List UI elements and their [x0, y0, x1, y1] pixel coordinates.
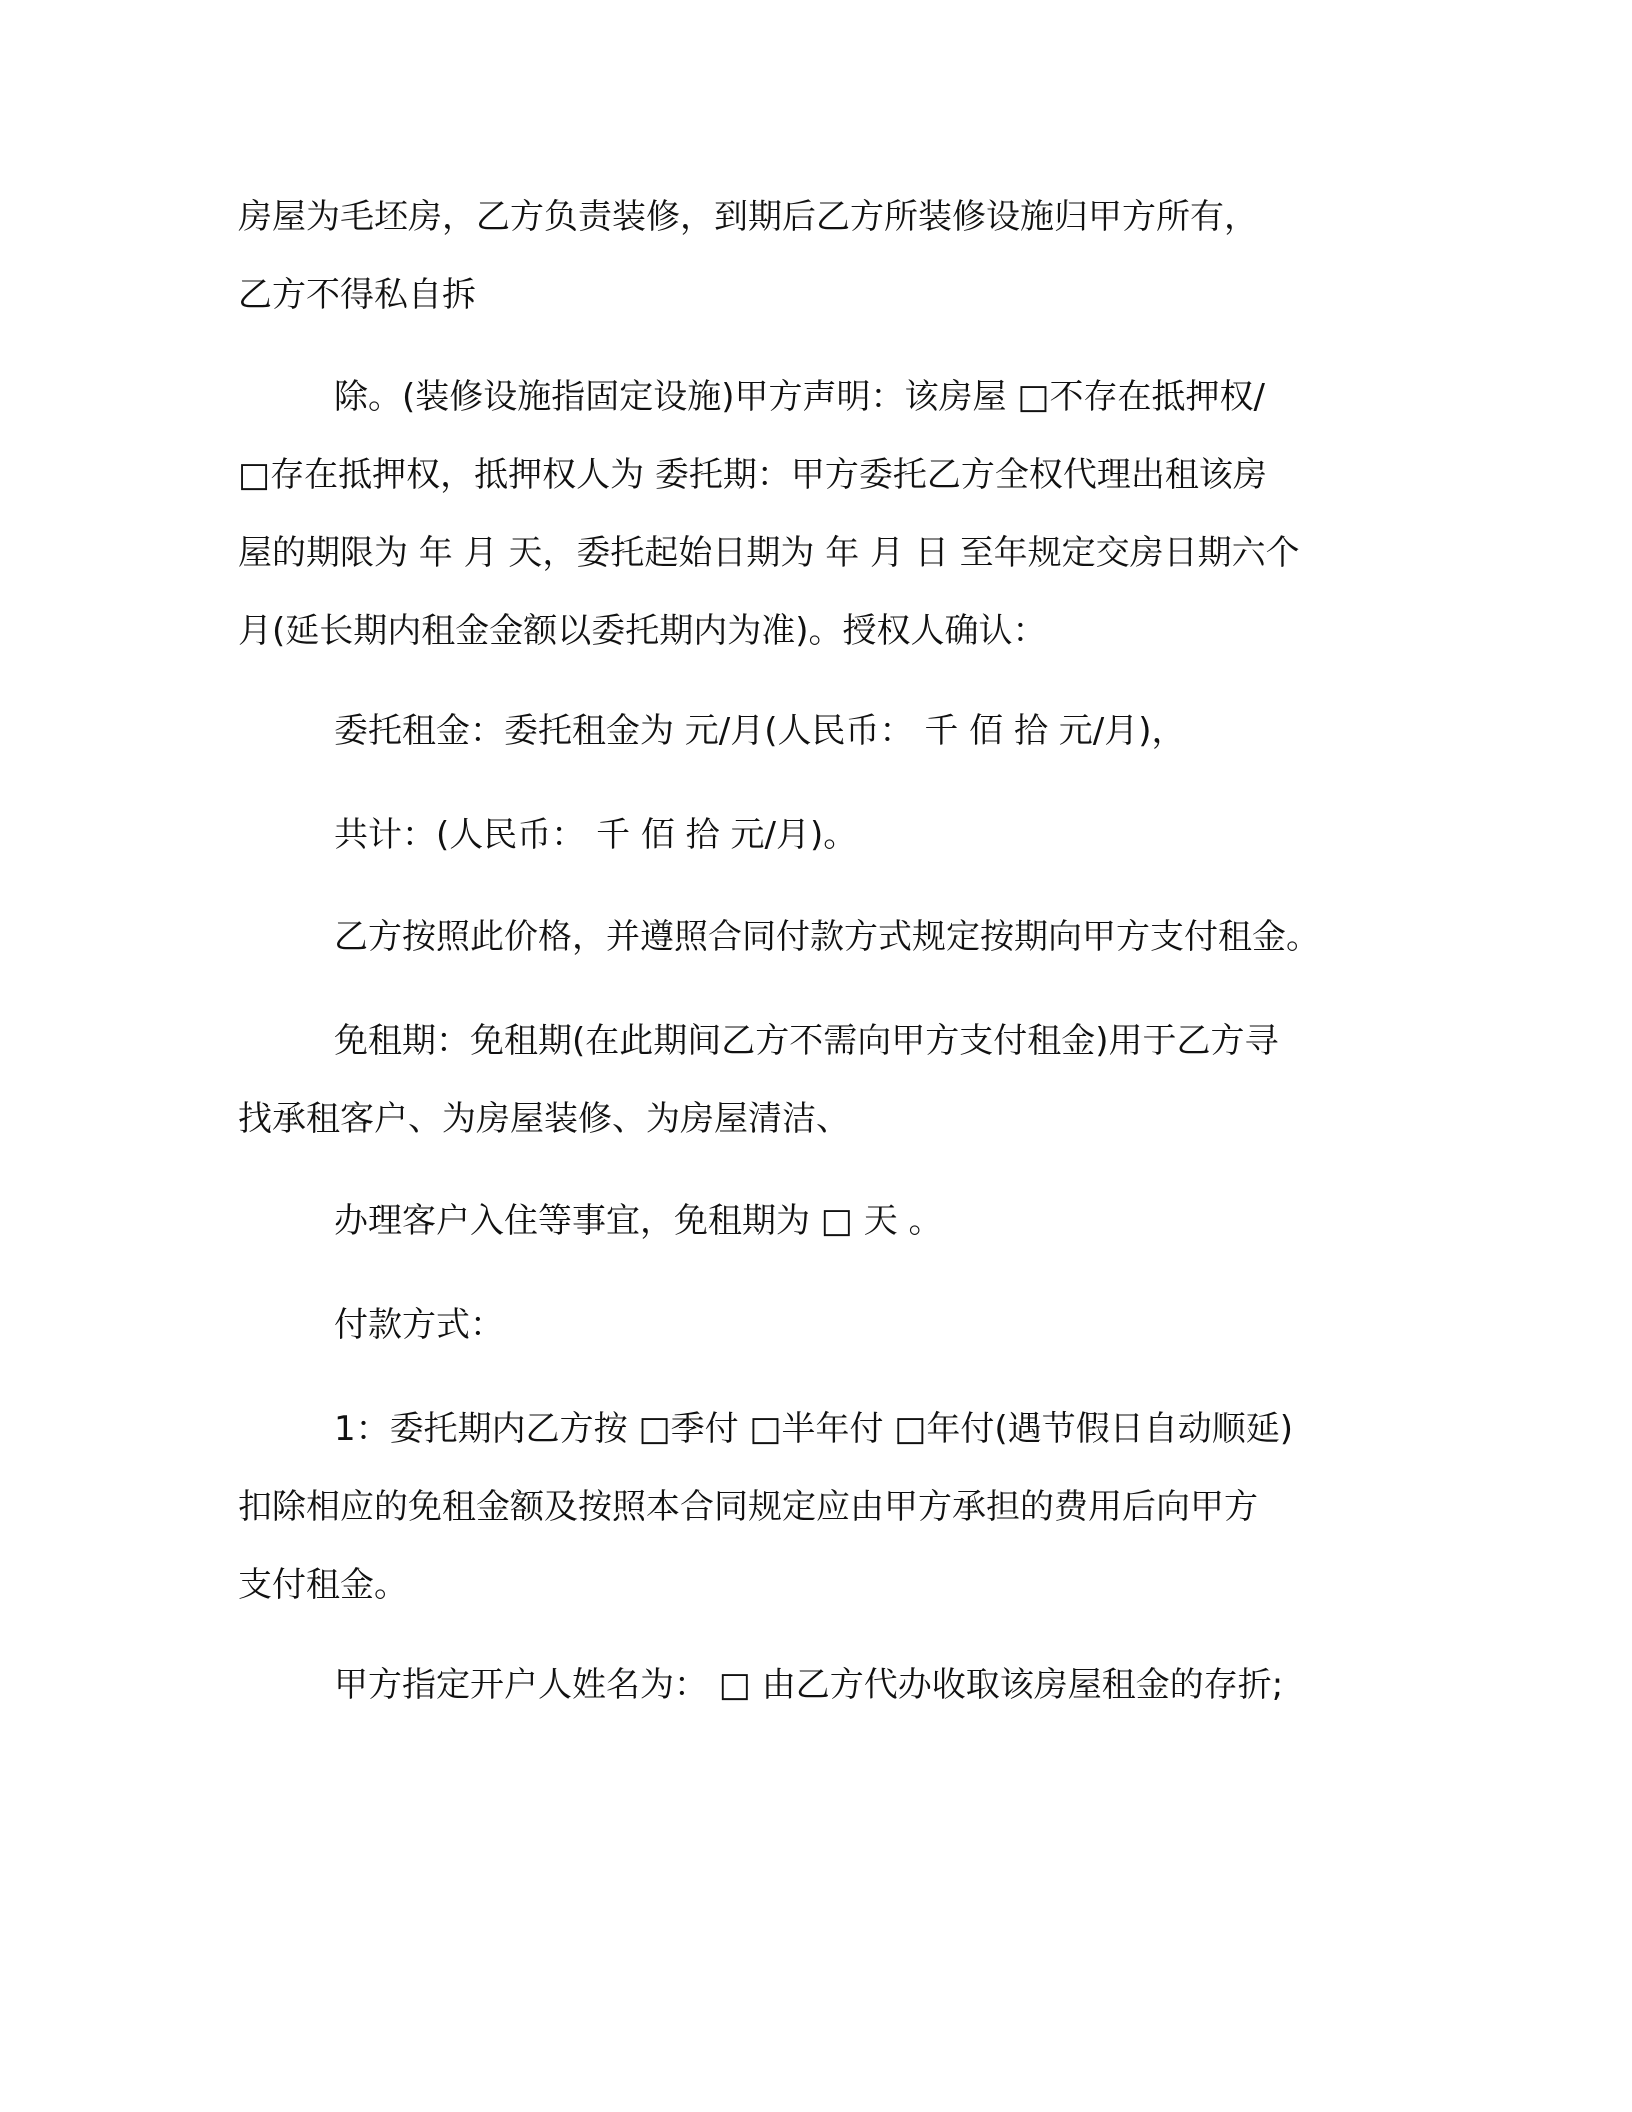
paragraph-decoration-clause	[238, 178, 1398, 334]
paragraph-rent-free-days	[238, 1182, 1398, 1260]
paragraph-payment-method-heading	[238, 1286, 1398, 1364]
text-line: 月(延长期内租金金额以委托期内为准)。授权人确认：	[238, 611, 1047, 651]
text-line: 找承租客户、为房屋装修、为房屋清洁、	[238, 1099, 850, 1139]
text-line: 共计：(人民币： 千 佰 拾 元/月)。	[334, 815, 858, 855]
paragraph-rent-free-period	[238, 1002, 1398, 1158]
paragraph-payment-schedule	[238, 1390, 1398, 1624]
paragraph-mortgage-and-term	[238, 358, 1398, 670]
paragraph-payment-obligation	[238, 898, 1398, 976]
text-line: 除。(装修设施指固定设施)甲方声明：该房屋 □不存在抵押权/	[334, 377, 1265, 417]
text-line: 1：委托期内乙方按 □季付 □半年付 □年付(遇节假日自动顺延)	[334, 1409, 1293, 1449]
paragraph-account-holder	[238, 1646, 1398, 1724]
text-line: 委托租金：委托租金为 元/月(人民币： 千 佰 拾 元/月)，	[334, 711, 1186, 751]
text-line: 甲方指定开户人姓名为： □ 由乙方代办收取该房屋租金的存折;	[334, 1665, 1284, 1705]
text-line: 付款方式：	[334, 1305, 504, 1345]
paragraph-entrusted-rent	[238, 692, 1398, 770]
text-line: 乙方不得私自拆	[238, 275, 476, 315]
text-line: 房屋为毛坯房，乙方负责装修，到期后乙方所装修设施归甲方所有，	[238, 197, 1258, 237]
text-line: 乙方按照此价格，并遵照合同付款方式规定按期向甲方支付租金。	[334, 917, 1320, 957]
text-line: □存在抵押权，抵押权人为 委托期：甲方委托乙方全权代理出租该房	[238, 455, 1267, 495]
text-line: 屋的期限为 年 月 天，委托起始日期为 年 月 日 至年规定交房日期六个	[238, 533, 1300, 573]
paragraph-total	[238, 796, 1398, 874]
text-line: 支付租金。	[238, 1565, 408, 1605]
text-line: 办理客户入住等事宜，免租期为 □ 天 。	[334, 1201, 943, 1241]
text-line: 免租期：免租期(在此期间乙方不需向甲方支付租金)用于乙方寻	[334, 1021, 1279, 1061]
text-line: 扣除相应的免租金额及按照本合同规定应由甲方承担的费用后向甲方	[238, 1487, 1258, 1527]
